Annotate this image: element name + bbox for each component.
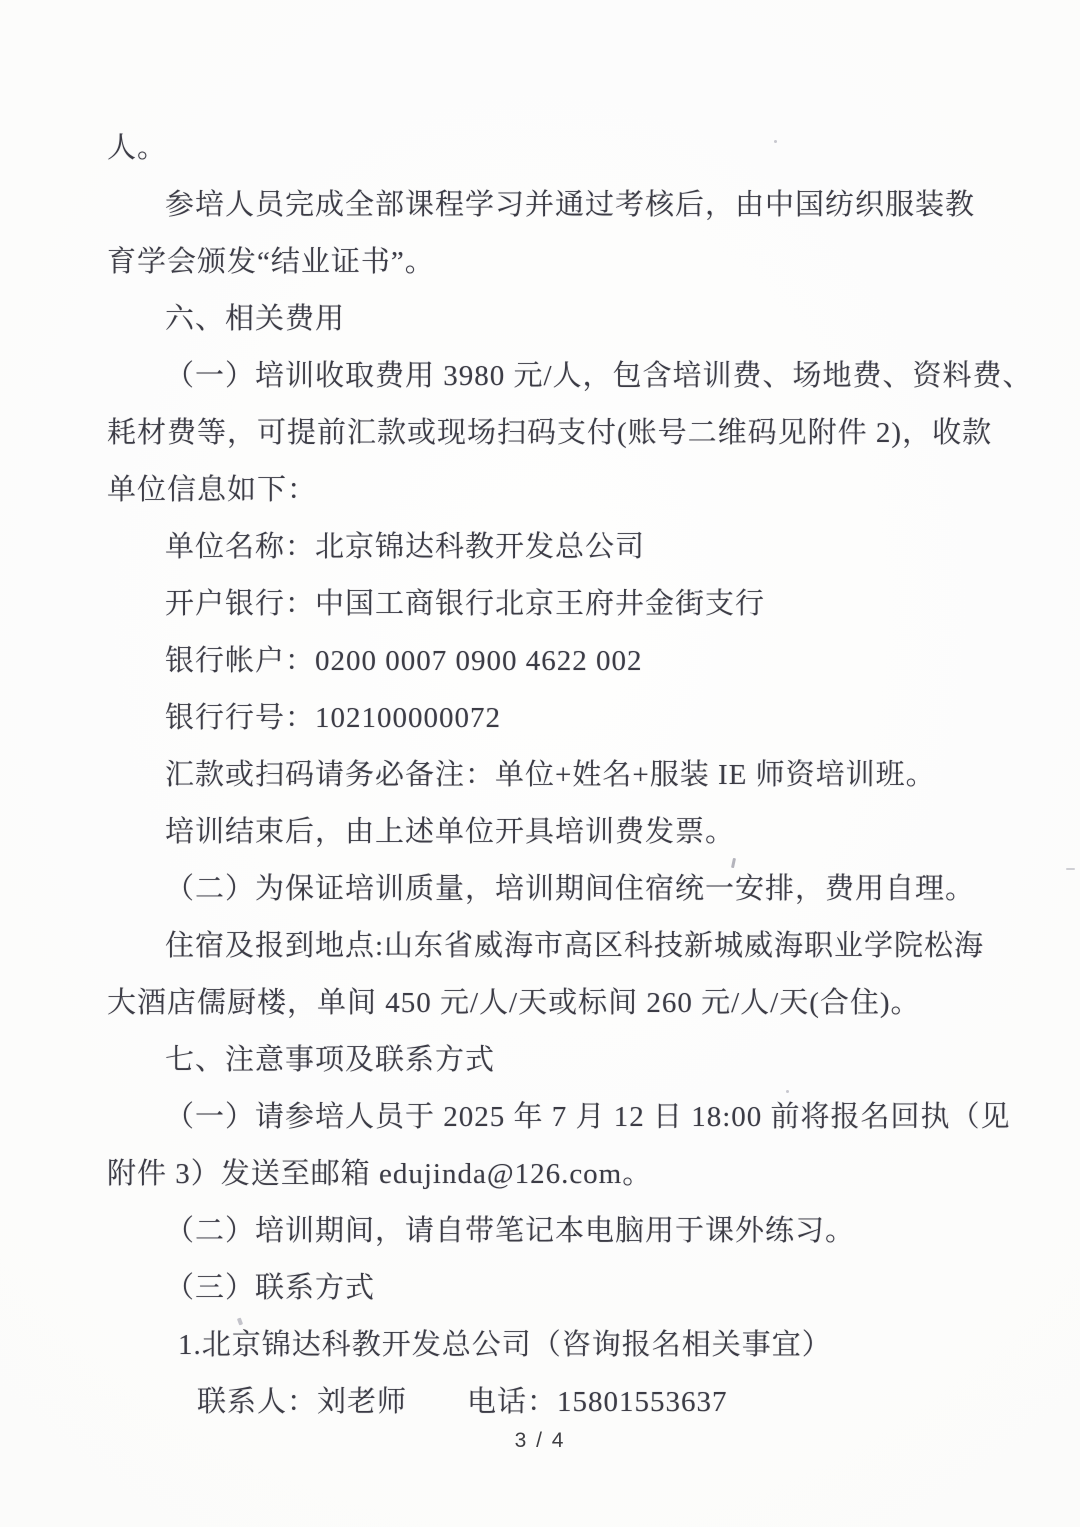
accommodation-address-cont: 大酒店儒厨楼，单间 450 元/人/天或标间 260 元/人/天(合住)。 [107,987,921,1019]
scan-speck [786,1090,789,1093]
company-contact-line: 1.北京锦达科教开发总公司（咨询报名相关事宜） [178,1329,832,1361]
payee-unit-name-line: 单位名称：北京锦达科教开发总公司 [165,531,646,563]
bank-account-line: 银行帐户：0200 0007 0900 4622 002 [165,645,643,677]
invoice-note-line: 培训结束后，由上述单位开具培训费发票。 [165,816,736,848]
bank-code-line: 银行行号：102100000072 [165,702,502,734]
fee-paragraph-cont: 耗材费等，可提前汇款或现场扫码支付(账号二维码见附件 2)，收款 [107,417,993,449]
contact-person-phone-line: 联系人：刘老师 电话：15801553637 [197,1386,728,1418]
remittance-note-line: 汇款或扫码请务必备注：单位+姓名+服装 IE 师资培训班。 [165,759,936,791]
paragraph-certificate: 参培人员完成全部课程学习并通过考核后，由中国纺织服装教 [165,189,976,221]
scan-speck [774,140,777,143]
fee-paragraph: （一）培训收取费用 3980 元/人，包含培训费、场地费、资料费、 [165,360,1033,392]
bank-name-line: 开户银行：中国工商银行北京王府井金街支行 [165,588,766,620]
section-7-heading-notes-contacts: 七、注意事项及联系方式 [165,1044,496,1076]
section-6-heading-fees: 六、相关费用 [165,303,346,335]
paragraph-continuation-ren: 人。 [107,132,168,164]
contact-method-heading-line: （三）联系方式 [165,1272,376,1304]
scan-speck [1066,868,1075,870]
accommodation-address-line: 住宿及报到地点:山东省威海市高区科技新城威海职业学院松海 [165,930,985,962]
accommodation-policy-line: （二）为保证培训质量，培训期间住宿统一安排，费用自理。 [165,873,976,905]
paragraph-certificate-cont: 育学会颁发“结业证书”。 [107,246,435,278]
laptop-note-line: （二）培训期间，请自带笔记本电脑用于课外练习。 [165,1215,856,1247]
document-body [107,120,1033,1431]
page-number: 3 / 4 [514,1429,566,1452]
registration-deadline-line: （一）请参培人员于 2025 年 7 月 12 日 18:00 前将报名回执（见 [165,1101,1011,1133]
registration-email-line: 附件 3）发送至邮箱 edujinda@126.com。 [107,1158,653,1190]
fee-paragraph-cont2: 单位信息如下： [107,474,318,506]
